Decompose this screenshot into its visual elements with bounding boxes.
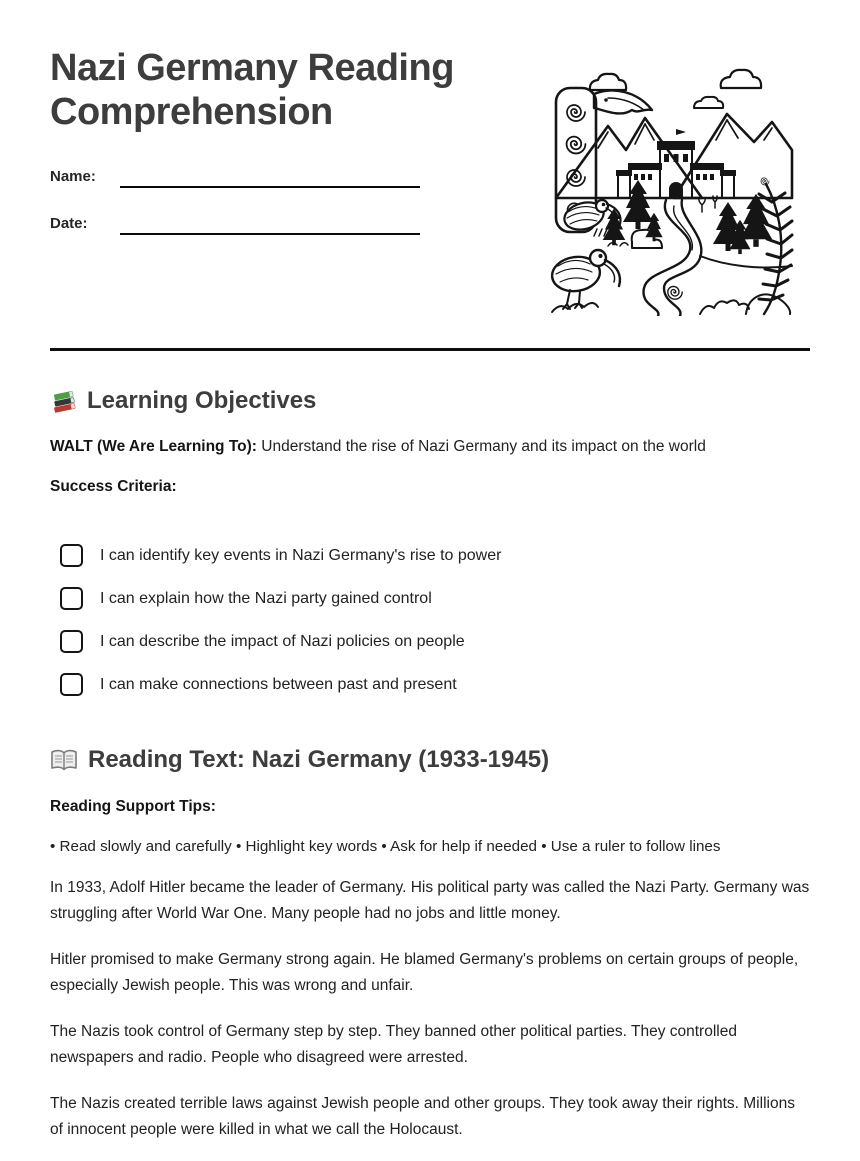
landscape-illustration — [550, 60, 794, 316]
walt-line — [50, 435, 810, 458]
walt-text: Understand the rise of Nazi Germany and its impact on the world — [261, 438, 706, 455]
open-book-icon — [50, 748, 78, 773]
reading-tips-line: • Read slowly and carefully • Highlight key words • Ask for help if needed • Use a ruler to follow lines — [50, 838, 721, 856]
reading-paragraph: The Nazis took control of Germany step by step. They banned other political parties. They controlled newspapers and radio. People who disagreed were arrested. — [50, 1023, 737, 1067]
criteria-item — [60, 544, 810, 567]
learning-objectives-title: Learning Objectives — [87, 387, 317, 414]
criteria-checkbox[interactable] — [60, 630, 83, 653]
walt-label: WALT (We Are Learning To): — [50, 438, 257, 455]
criteria-label: I can make connections between past and present — [100, 675, 457, 693]
criteria-checkbox[interactable] — [60, 587, 83, 610]
header — [50, 0, 810, 348]
success-criteria-checklist — [50, 544, 810, 696]
criteria-checkbox[interactable] — [60, 544, 83, 567]
criteria-item — [60, 630, 810, 653]
criteria-item — [60, 673, 810, 696]
criteria-label: I can explain how the Nazi party gained control — [100, 589, 432, 607]
name-input-line[interactable] — [120, 166, 420, 188]
books-icon — [50, 388, 77, 415]
section-divider — [50, 348, 810, 351]
criteria-checkbox[interactable] — [60, 673, 83, 696]
reading-tips-label: Reading Support Tips: — [50, 798, 216, 816]
reading-text-title: Reading Text: Nazi Germany (1933-1945) — [88, 746, 550, 774]
reading-paragraph: In 1933, Adolf Hitler became the leader of Germany. His political party was called the Nazi Party. Germany was struggling after World War One. Many people had no jobs and little money. — [50, 879, 810, 923]
date-label: Date: — [50, 215, 88, 233]
criteria-label: I can describe the impact of Nazi policies on people — [100, 632, 465, 650]
reading-paragraph: The Nazis created terrible laws against Jewish people and other groups. They took away their rights. Millions of innocent people were killed in what we call the Holocaust. — [50, 1095, 795, 1139]
reading-paragraph: Hitler promised to make Germany strong again. He blamed Germany's problems on certain groups of people, especially Jewish people. This was wrong and unfair. — [50, 951, 799, 995]
criteria-item — [60, 587, 810, 610]
criteria-label: I can identify key events in Nazi Germany's rise to power — [100, 546, 502, 564]
learning-objectives-heading — [50, 387, 810, 415]
reading-text-heading — [50, 746, 810, 774]
name-label: Name: — [50, 168, 96, 186]
success-criteria-label: Success Criteria: — [50, 478, 177, 496]
page-title: Nazi Germany Reading Comprehension — [50, 47, 454, 134]
date-input-line[interactable] — [120, 213, 420, 235]
